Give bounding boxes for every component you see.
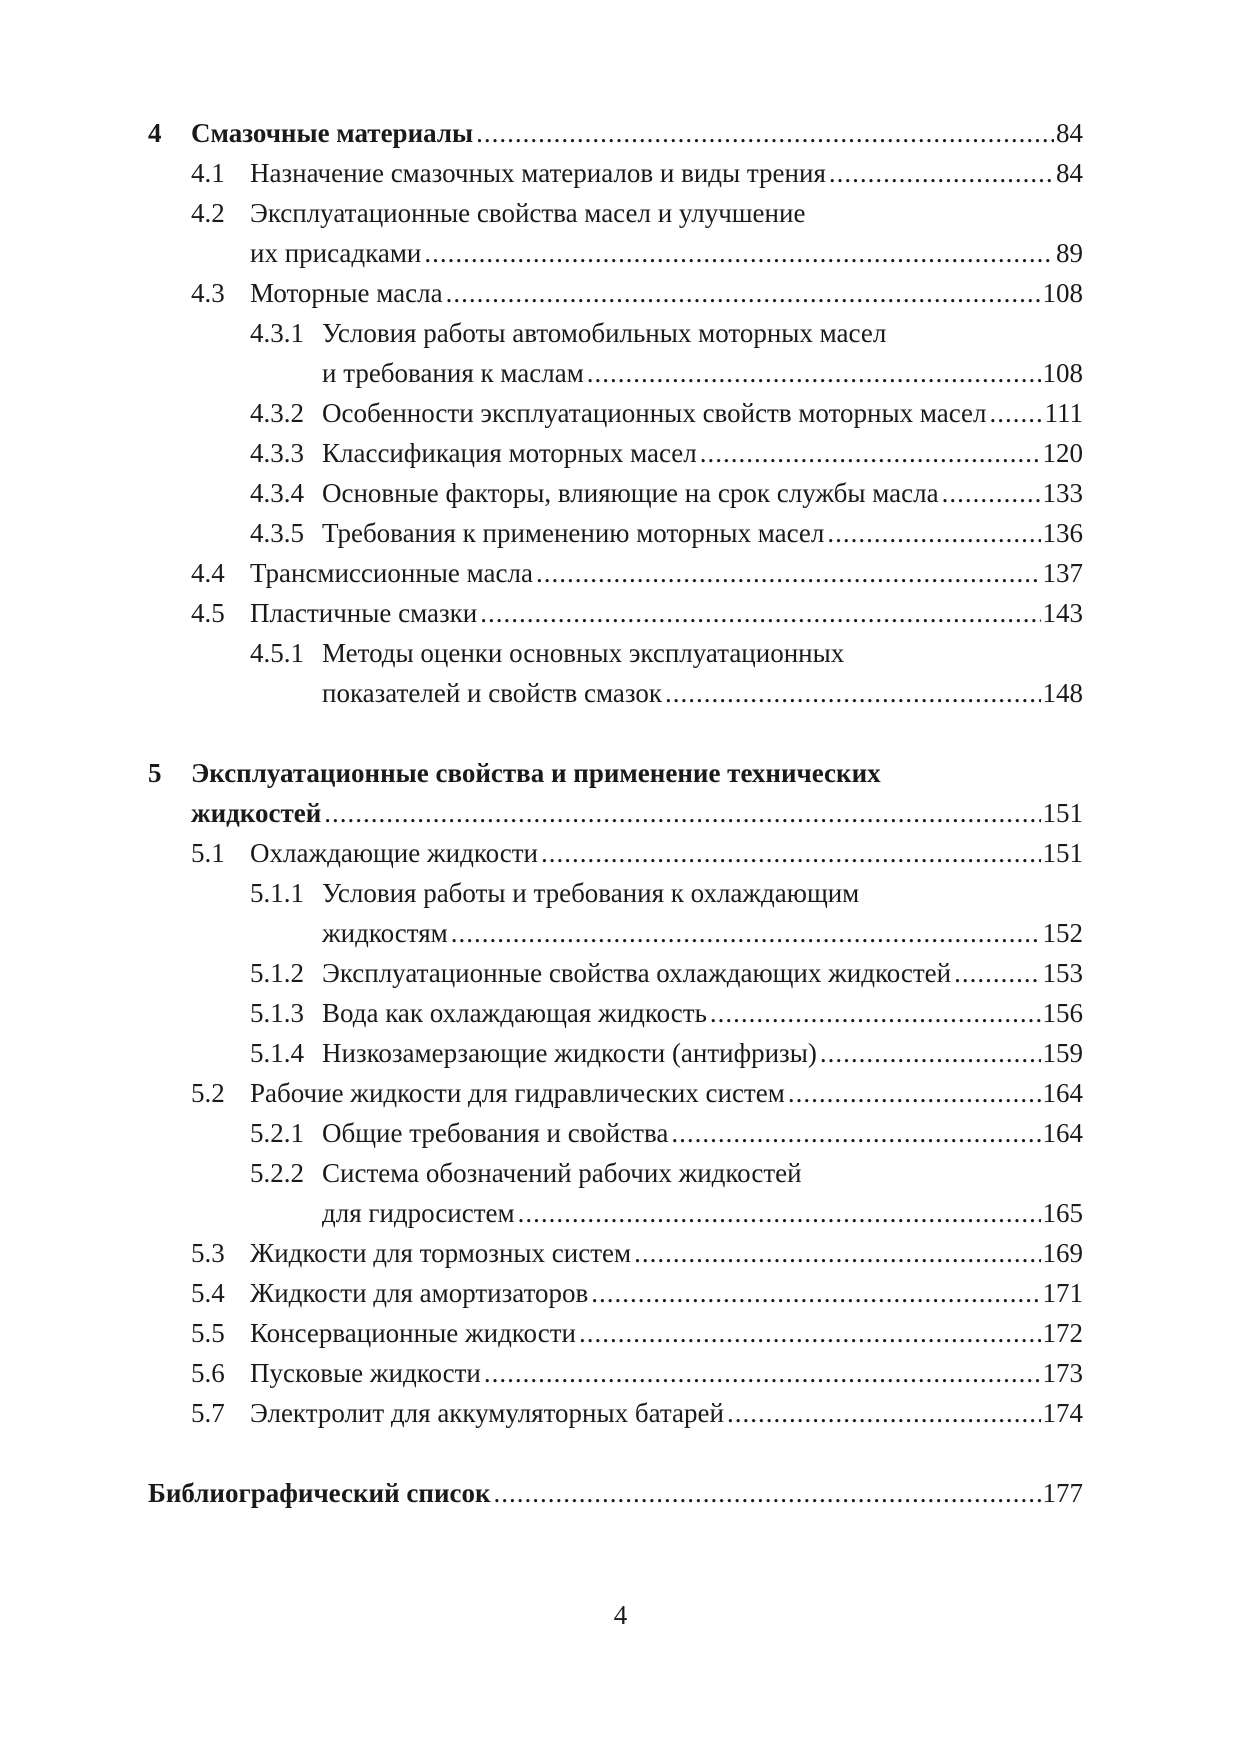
toc-entry-title: Трансмиссионные масла xyxy=(250,558,533,588)
toc-entry-number: 4.3.1 xyxy=(250,318,304,348)
toc-entry-number: 5.7 xyxy=(191,1398,225,1428)
toc-entry-page: 169 xyxy=(1042,1238,1083,1268)
toc-entry-number: 4.3.5 xyxy=(250,518,304,548)
toc-entry xyxy=(250,873,1083,913)
toc-entry-title: Общие требования и свойства xyxy=(322,1118,669,1148)
toc-entry-title: для гидросистем xyxy=(322,1198,515,1228)
toc-entry-title: Классификация моторных масел xyxy=(322,438,697,468)
toc-dot-leader xyxy=(480,593,1040,633)
toc-entry xyxy=(191,233,1083,273)
toc-entry-number: 5.1.3 xyxy=(250,998,304,1028)
toc-dot-leader xyxy=(634,1233,1040,1273)
toc-entry xyxy=(191,833,1083,873)
toc-entry-title: Пластичные смазки xyxy=(250,598,478,628)
toc-entry-number: 4.3 xyxy=(191,278,225,308)
toc-entry-number: 4.5.1 xyxy=(250,638,304,668)
toc-entry-number: 5.1.1 xyxy=(250,878,304,908)
toc-entry xyxy=(191,1273,1083,1313)
toc-entry xyxy=(250,913,1083,953)
toc-entry-page: 153 xyxy=(1042,958,1083,988)
toc-dot-leader xyxy=(727,1393,1041,1433)
toc-entry xyxy=(148,113,1083,153)
toc-entry-number: 4.3.2 xyxy=(250,398,304,428)
toc-entry-page: 172 xyxy=(1042,1318,1083,1348)
toc-dot-leader xyxy=(665,673,1040,713)
toc-entry-title: жидкостям xyxy=(322,918,448,948)
toc-entry-title: Вода как охлаждающая жидкость xyxy=(322,998,707,1028)
toc-entry xyxy=(148,793,1083,833)
toc-entry-title: Особенности эксплуатационных свойств моторных масел xyxy=(322,398,987,428)
toc-entry-page: 156 xyxy=(1042,998,1083,1028)
toc-entry-title: Моторные масла xyxy=(250,278,443,308)
toc-entry-page: 136 xyxy=(1042,518,1083,548)
toc-dot-leader xyxy=(942,473,1041,513)
toc-entry-title: Эксплуатационные свойства и применение технических xyxy=(191,758,881,788)
toc-entry xyxy=(250,353,1083,393)
toc-entry-page: 173 xyxy=(1042,1358,1083,1388)
toc-entry xyxy=(250,1113,1083,1153)
toc-dot-leader xyxy=(518,1193,1041,1233)
toc-entry xyxy=(191,1353,1083,1393)
toc-entry-page: 164 xyxy=(1042,1118,1083,1148)
toc-entry xyxy=(191,193,1083,233)
toc-entry-title: Назначение смазочных материалов и виды трения xyxy=(250,158,826,188)
toc-entry xyxy=(250,1193,1083,1233)
toc-entry-number: 5.2.1 xyxy=(250,1118,304,1148)
toc-entry-page: 89 xyxy=(1056,238,1083,268)
toc-entry-title: Требования к применению моторных масел xyxy=(322,518,825,548)
toc-entry xyxy=(191,153,1083,193)
toc-entry-title: Условия работы автомобильных моторных масел xyxy=(322,318,887,348)
toc-entry xyxy=(191,593,1083,633)
toc-entry-page: 133 xyxy=(1042,478,1083,508)
toc-dot-leader xyxy=(587,353,1041,393)
toc-entry-title: Методы оценки основных эксплуатационных xyxy=(322,638,845,668)
toc-dot-leader xyxy=(829,153,1054,193)
toc-entry xyxy=(191,1313,1083,1353)
toc-entry xyxy=(191,1073,1083,1113)
toc-entry-title: Консервационные жидкости xyxy=(250,1318,576,1348)
toc-entry-number: 5.5 xyxy=(191,1318,225,1348)
toc-entry-title: Пусковые жидкости xyxy=(250,1358,481,1388)
toc-entry xyxy=(250,473,1083,513)
toc-dot-leader xyxy=(579,1313,1041,1353)
toc-dot-leader xyxy=(476,113,1054,153)
toc-dot-leader xyxy=(446,273,1041,313)
toc-entry xyxy=(191,1393,1083,1433)
toc-entry-title: Жидкости для амортизаторов xyxy=(250,1278,589,1308)
toc-entry-page: 174 xyxy=(1042,1398,1083,1428)
toc-entry-page: 152 xyxy=(1042,918,1083,948)
toc-entry xyxy=(250,313,1083,353)
toc-dot-leader xyxy=(990,393,1043,433)
toc-entry xyxy=(250,393,1083,433)
toc-entry-number: 5.2.2 xyxy=(250,1158,304,1188)
toc-entry-title: Смазочные материалы xyxy=(191,118,474,148)
toc-entry-number: 5.1 xyxy=(191,838,225,868)
toc-entry-page: 108 xyxy=(1042,278,1083,308)
toc-entry xyxy=(250,633,1083,673)
toc-entry-title: Электролит для аккумуляторных батарей xyxy=(250,1398,724,1428)
toc-entry-title: Основные факторы, влияющие на срок службы масла xyxy=(322,478,939,508)
toc-dot-leader xyxy=(710,993,1041,1033)
toc-dot-leader xyxy=(451,913,1041,953)
toc-dot-leader xyxy=(424,233,1054,273)
toc-entry-number: 4.4 xyxy=(191,558,225,588)
toc-entry xyxy=(191,273,1083,313)
toc-entry-page: 171 xyxy=(1042,1278,1083,1308)
toc-entry-page: 159 xyxy=(1042,1038,1083,1068)
toc-entry-page: 84 xyxy=(1056,118,1083,148)
toc-entry-number: 5.1.2 xyxy=(250,958,304,988)
toc-entry-number: 5.1.4 xyxy=(250,1038,304,1068)
toc-entry xyxy=(250,673,1083,713)
toc-dot-leader xyxy=(591,1273,1040,1313)
toc-entry xyxy=(250,513,1083,553)
toc-entry-title: Охлаждающие жидкости xyxy=(250,838,538,868)
toc-entry-title: Библиографический список xyxy=(148,1478,491,1508)
toc-entry-number: 4 xyxy=(148,118,162,148)
toc-dot-leader xyxy=(541,833,1041,873)
toc-dot-leader xyxy=(700,433,1041,473)
toc-entry-page: 151 xyxy=(1042,838,1083,868)
toc-entry-title: Система обозначений рабочих жидкостей xyxy=(322,1158,802,1188)
toc-entry xyxy=(148,1473,1083,1513)
toc-entry-page: 108 xyxy=(1042,358,1083,388)
toc-dot-leader xyxy=(536,553,1041,593)
toc-entry-number: 4.1 xyxy=(191,158,225,188)
toc-entry-title: Жидкости для тормозных систем xyxy=(250,1238,632,1268)
toc-entry-title: и требования к маслам xyxy=(322,358,584,388)
toc-entry-number: 5.2 xyxy=(191,1078,225,1108)
toc-entry-page: 151 xyxy=(1042,798,1083,828)
toc-dot-leader xyxy=(671,1113,1040,1153)
toc-entry-title: Условия работы и требования к охлаждающим xyxy=(322,878,860,908)
toc-entry-page: 148 xyxy=(1042,678,1083,708)
toc-entry-page: 165 xyxy=(1042,1198,1083,1228)
toc-entry-page: 137 xyxy=(1042,558,1083,588)
toc-entry-number: 4.3.4 xyxy=(250,478,304,508)
toc-entry-page: 177 xyxy=(1042,1478,1083,1508)
toc-entry-number: 5.3 xyxy=(191,1238,225,1268)
toc-entry-number: 5 xyxy=(148,758,162,788)
toc-dot-leader xyxy=(788,1073,1041,1113)
toc-entry-number: 4.2 xyxy=(191,198,225,228)
toc-entry-title: Эксплуатационные свойства масел и улучшение xyxy=(250,198,806,228)
toc-entry-number: 5.6 xyxy=(191,1358,225,1388)
toc-entry-page: 111 xyxy=(1044,398,1083,428)
toc-entry xyxy=(148,753,1083,793)
toc-entry xyxy=(191,1233,1083,1273)
toc-entry-page: 143 xyxy=(1042,598,1083,628)
toc-entry-title: жидкостей xyxy=(191,798,322,828)
toc-entry-page: 120 xyxy=(1042,438,1083,468)
toc-entry-number: 4.5 xyxy=(191,598,225,628)
toc-entry xyxy=(250,1153,1083,1193)
toc-entry xyxy=(191,553,1083,593)
toc-entry xyxy=(250,433,1083,473)
toc-entry xyxy=(250,1033,1083,1073)
toc-entry-title: Низкозамерзающие жидкости (антифризы) xyxy=(322,1038,817,1068)
toc-dot-leader xyxy=(820,1033,1041,1073)
toc-entry-title: их присадками xyxy=(250,238,422,268)
toc-dot-leader xyxy=(484,1353,1041,1393)
toc-dot-leader xyxy=(494,1473,1041,1513)
toc-entry-title: Эксплуатационные свойства охлаждающих жидкостей xyxy=(322,958,952,988)
toc-entry-number: 4.3.3 xyxy=(250,438,304,468)
toc-entry-title: показателей и свойств смазок xyxy=(322,678,663,708)
toc-entry-title: Рабочие жидкости для гидравлических систем xyxy=(250,1078,785,1108)
toc-dot-leader xyxy=(954,953,1040,993)
toc-entry xyxy=(250,993,1083,1033)
toc-dot-leader xyxy=(324,793,1040,833)
toc-entry-page: 84 xyxy=(1056,158,1083,188)
toc-dot-leader xyxy=(827,513,1040,553)
toc-entry-number: 5.4 xyxy=(191,1278,225,1308)
toc-entry-page: 164 xyxy=(1042,1078,1083,1108)
page-number: 4 xyxy=(613,1600,628,1630)
toc-entry xyxy=(250,953,1083,993)
